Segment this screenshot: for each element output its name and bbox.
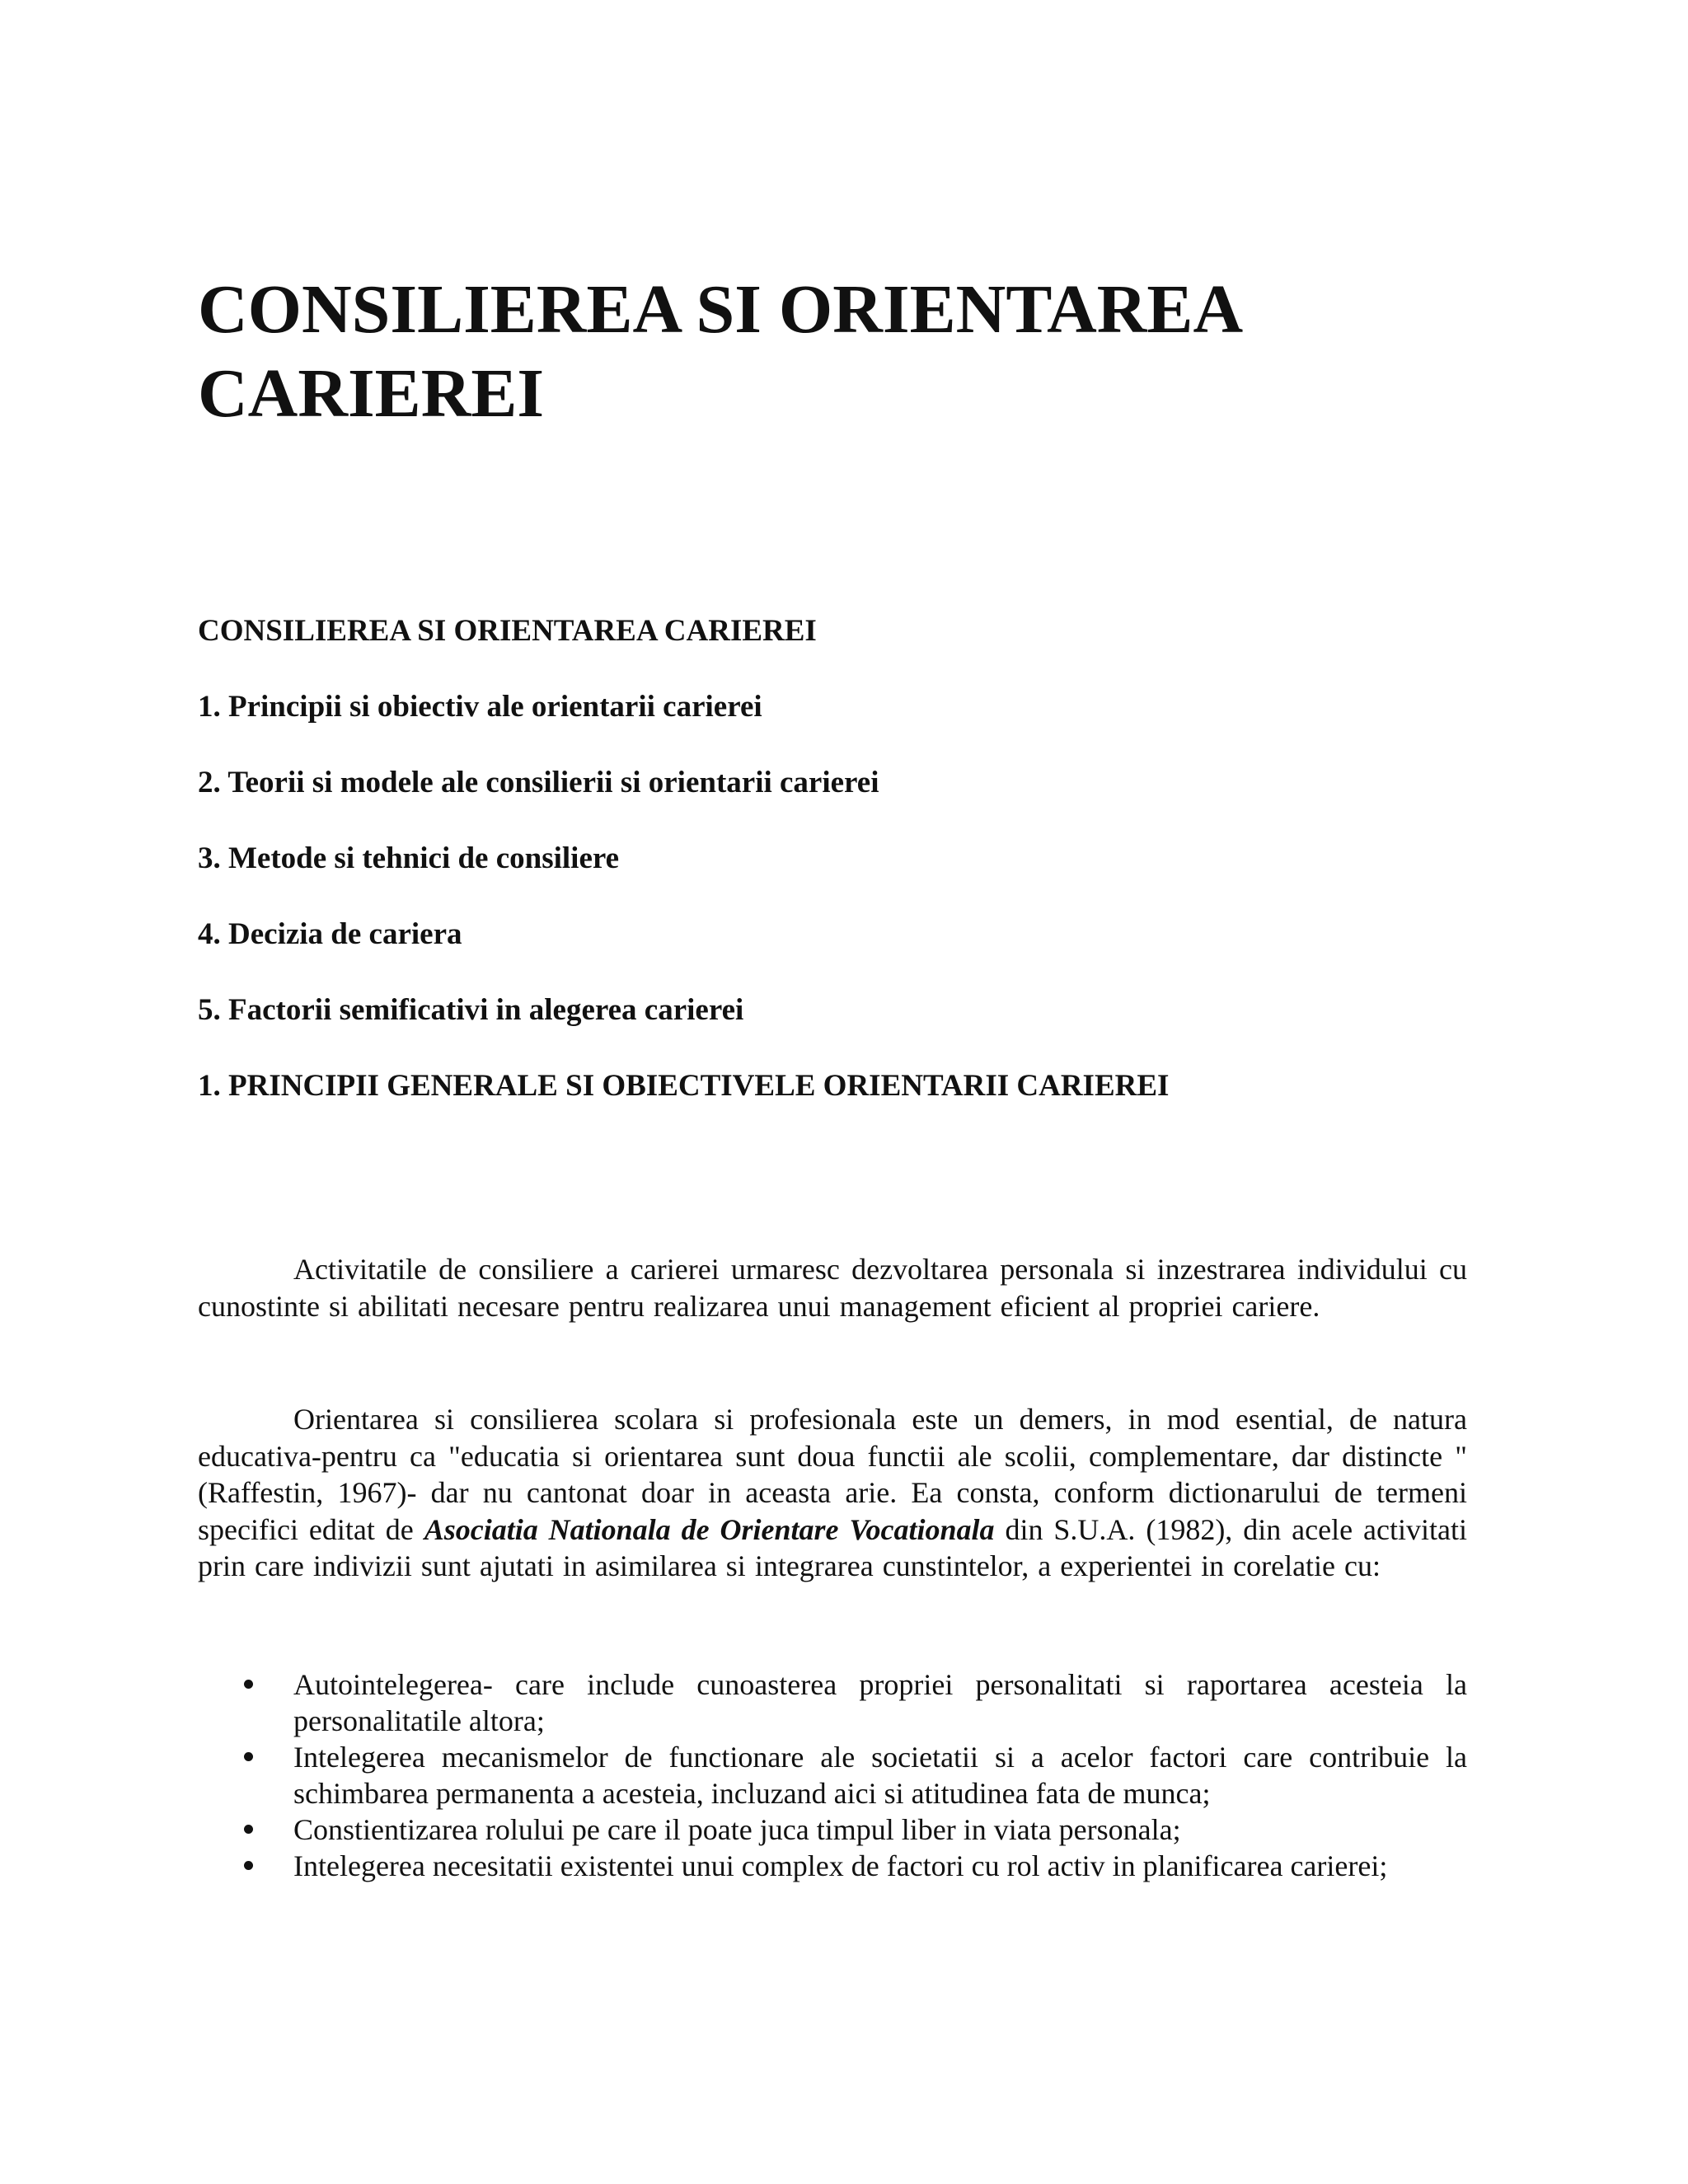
toc-item-5: 5. Factorii semificativi in alegerea carierei [198,993,744,1027]
list-item [198,1811,1467,1848]
toc-heading: CONSILIEREA SI ORIENTAREA CARIEREI [198,614,817,648]
list-item [198,1739,1467,1811]
list-item-text: Autointelegerea- care include cunoasterea propriei personalitati si raportarea acesteia la personalitatile altora; [293,1668,1467,1737]
toc-item-1: 1. Principii si obiectiv ale orientarii carierei [198,690,762,724]
paragraph-2-text-after: din S.U.A. (1982), din acele activitati prin care indivizii sunt ajutati in asimilarea si integrarea cunstintelor, a experientei in corelatie cu: [198,1512,1467,1582]
bullet-icon [244,1680,253,1689]
paragraph-career-counseling [198,1251,1467,1324]
bullet-icon [244,1861,253,1870]
bullet-icon [244,1752,253,1761]
paragraph-2-text-before: Orientarea si consilierea scolara si profesionala este un demers, in mod esential, de natura educativa-pentru ca "educatia si orientarea sunt doua functii ale scolii, complementare, dar distincte " (Raffestin, 1967)- dar nu cantonat doar in aceasta arie. Ea consta, conform dictionarului de termeni specifici editat de [198,1403,1467,1546]
list-item-text: Intelegerea necesitatii existentei unui complex de factori cu rol activ in planificarea carierei; [293,1849,1388,1882]
bullet-icon [244,1825,253,1834]
paragraph-orientation-definition [198,1401,1467,1585]
paragraph-1-text: Activitatile de consiliere a carierei urmaresc dezvoltarea personala si inzestrarea individului cu cunostinte si abilitati necesare pentru realizarea unui management eficient al propriei cariere. [198,1253,1467,1323]
toc-item-3: 3. Metode si tehnici de consiliere [198,841,620,875]
association-name: Asociatia Nationala de Orientare Vocationala [424,1512,995,1546]
toc-item-2: 2. Teorii si modele ale consilierii si orientarii carierei [198,766,879,799]
list-item-text: Intelegerea mecanismelor de functionare ale societatii si a acelor factori care contribuie la schimbarea permanenta a acesteia, incluzand aici si atitudinea fata de munca; [293,1741,1467,1810]
list-item [198,1666,1467,1739]
document-title: CONSILIEREA SI ORIENTAREA CARIEREI [198,271,1240,432]
section-heading: 1. PRINCIPII GENERALE SI OBIECTIVELE ORIENTARII CARIEREI [198,1069,1170,1103]
list-item [198,1848,1467,1884]
list-item-text: Constientizarea rolului pe care il poate juca timpul liber in viata personala; [293,1813,1181,1846]
toc-item-4: 4. Decizia de cariera [198,917,462,951]
bullet-list [198,1666,1467,1884]
